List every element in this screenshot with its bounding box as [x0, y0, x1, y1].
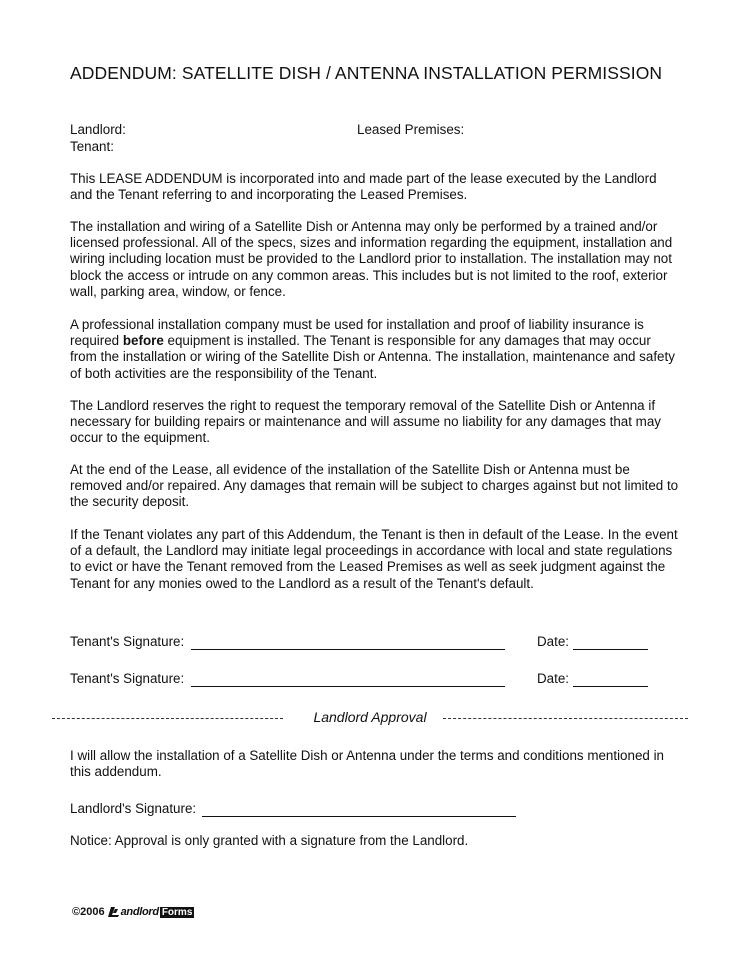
landlord-signature-line[interactable] [202, 816, 516, 817]
tenant-signature-label: Tenant's Signature: [70, 671, 185, 686]
approval-statement: I will allow the installation of a Satellite Dish or Antenna under the terms and conditions mentioned in this addendum. [70, 748, 664, 780]
landlord-approval-divider [50, 709, 690, 729]
landlord-label: Landlord: [70, 122, 126, 137]
paragraph-professional-installation [70, 317, 680, 382]
landlord-approval-heading: Landlord Approval [313, 709, 427, 725]
tenant-signature-label: Tenant's Signature: [70, 634, 185, 649]
landlord-signature-row [70, 801, 670, 821]
date-label: Date: [537, 634, 570, 649]
paragraph-default: If the Tenant violates any part of this Addendum, the Tenant is then in default of the Lease. In the event of a default, the Landlord may initiate legal proceedings in accordance with local and state regulations to evict or have the Tenant removed from the Leased Premises as well as seek judgment against the Tenant for any monies owed to the Landlord as a result of the Tenant's default. [70, 527, 678, 591]
date-line[interactable] [573, 649, 648, 650]
date-label: Date: [537, 671, 570, 686]
document-title: ADDENDUM: SATELLITE DISH / ANTENNA INSTALLATION PERMISSION [70, 63, 663, 83]
paragraph-incorporation: This LEASE ADDENDUM is incorporated into and made part of the lease executed by the Landlord and the Tenant referring to and incorporating the Leased Premises. [70, 171, 657, 203]
copyright-text: ©2006 [72, 906, 105, 918]
tenant-signature-line[interactable] [191, 649, 505, 650]
date-line[interactable] [573, 686, 648, 687]
tenant-signature-row [70, 671, 670, 691]
landlord-signature-label: Landlord's Signature: [70, 801, 197, 816]
paragraph-end-of-lease: At the end of the Lease, all evidence of the installation of the Satellite Dish or Antenna must be removed and/or repaired. Any damages that remain will be subject to charges against but not limited to the security deposit. [70, 462, 679, 510]
emphasis-before: before [122, 333, 164, 349]
paragraph-temporary-removal: The Landlord reserves the right to request the temporary removal of the Satellite Dish or Antenna if necessary for building repairs or maintenance and will assume no liability for any damages that may occur to the equipment. [70, 398, 661, 446]
footer-copyright [72, 904, 194, 920]
paragraph-text-part: A professional installation company must be used for installation and proof of liability insurance is required [70, 317, 644, 349]
logo-l-icon [107, 906, 121, 918]
divider-dash-left [52, 718, 283, 719]
divider-dash-right [443, 718, 688, 719]
paragraph-installation-wiring: The installation and wiring of a Satellite Dish or Antenna may only be performed by a trained and/or licensed professional. All of the specs, sizes and information regarding the equipment, installation and wiring including location must be provided to the Landlord prior to installation. The installation may not block the access or intrude on any common areas. This includes but is not limited to the roof, exterior wall, parking area, window, or fence. [70, 219, 673, 299]
tenant-signature-row [70, 634, 670, 654]
leased-premises-label: Leased Premises: [357, 122, 465, 137]
approval-notice: Notice: Approval is only granted with a signature from the Landlord. [70, 833, 469, 848]
logo-forms-badge: Forms [161, 906, 193, 918]
tenant-label: Tenant: [70, 139, 114, 154]
paragraph-text-part: equipment is installed. The Tenant is responsible for any damages that may occur from the installation or wiring of the Satellite Dish or Antenna. The installation, maintenance and safety of both activities are the responsibility of the Tenant. [70, 333, 675, 381]
landlord-forms-logo [107, 906, 195, 918]
logo-text: andlord [120, 906, 159, 918]
tenant-signature-line[interactable] [191, 686, 505, 687]
